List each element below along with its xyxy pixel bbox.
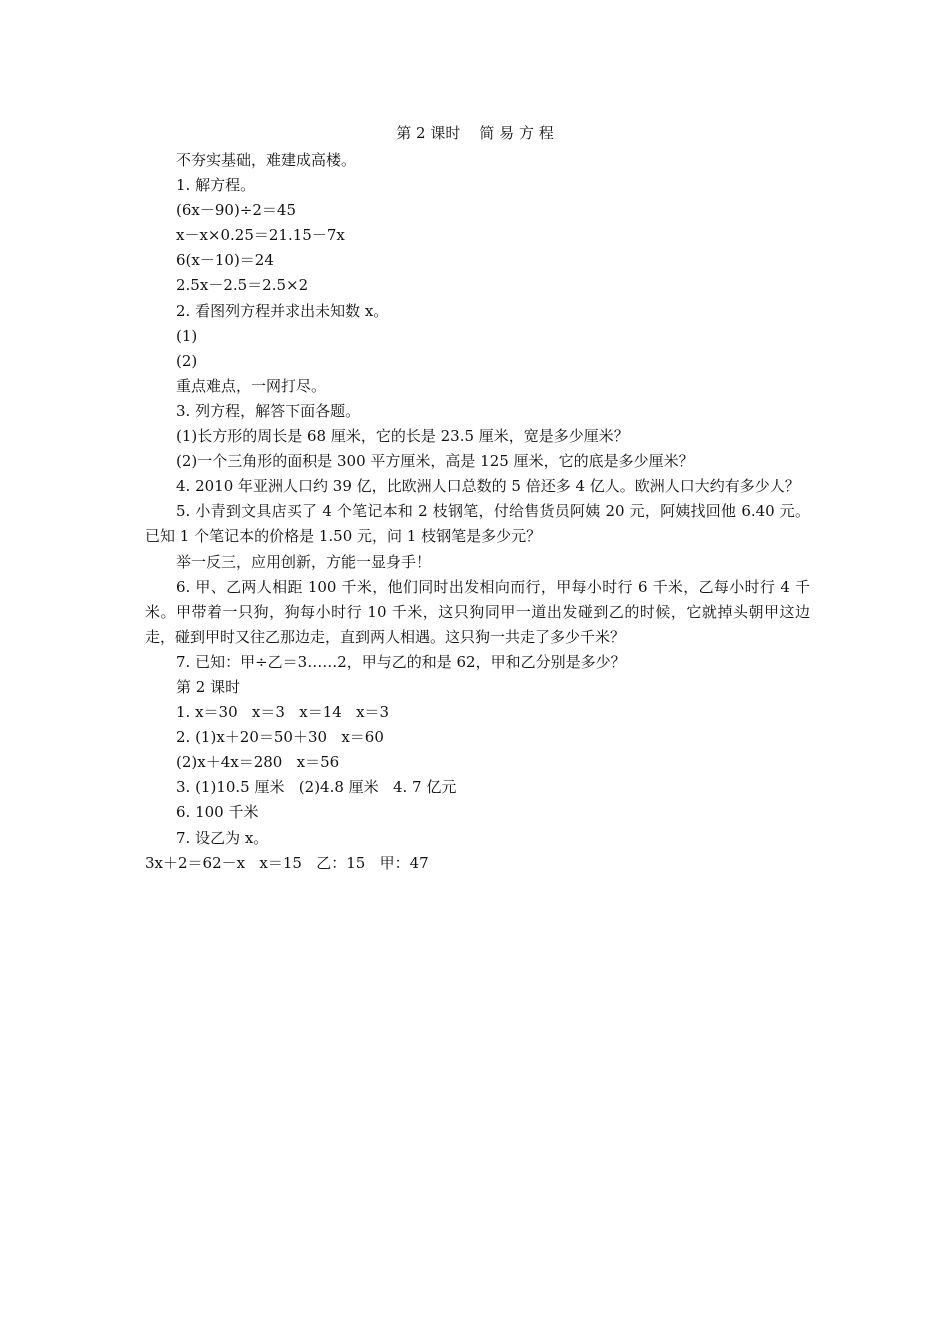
text-line: (2) — [176, 351, 198, 370]
page-title: 第 2 课时 简 易 方 程 — [396, 124, 554, 142]
answer-line: 7. 设乙为 x。 — [176, 828, 269, 847]
equation-line: x－x×0.25＝21.15－7x — [176, 226, 345, 245]
text-line: (1)长方形的周长是 68 厘米，它的长是 23.5 厘米，宽是多少厘米？ — [176, 427, 629, 446]
answer-heading: 第 2 课时 — [176, 677, 241, 696]
equation-line: 6(x－10)＝24 — [176, 251, 274, 270]
text-line: 7. 已知：甲÷乙＝3……2，甲与乙的和是 62，甲和乙分别是多少？ — [176, 652, 626, 671]
problem-paragraph: 4. 2010 年亚洲人口约 39 亿，比欧洲人口总数的 5 倍还多 4 亿人。欧洲人口大约有多少人？ — [176, 477, 800, 496]
answer-line: 2. (1)x＋20＝50＋30 x＝60 — [176, 728, 384, 747]
document-body — [145, 148, 810, 876]
text-line: 1. 解方程。 — [176, 176, 256, 195]
answer-line: 3. (1)10.5 厘米 (2)4.8 厘米 4. 7 亿元 — [176, 778, 457, 797]
answer-line: (2)x＋4x＝280 x＝56 — [176, 753, 340, 772]
answer-line: 3x＋2＝62－x x＝15 乙：15 甲：47 — [145, 853, 429, 872]
equation-line: 2.5x－2.5＝2.5×2 — [176, 276, 309, 295]
text-line: 3. 列方程，解答下面各题。 — [176, 401, 361, 420]
equation-line: (6x－90)÷2＝45 — [176, 201, 296, 220]
answer-line: 1. x＝30 x＝3 x＝14 x＝3 — [176, 703, 390, 722]
text-line: (1) — [176, 326, 198, 345]
problem-paragraph: 5. 小青到文具店买了 4 个笔记本和 2 枝钢笔，付给售货员阿姨 20 元，阿姨找回他 6.40 元。已知 1 个笔记本的价格是 1.50 元，问 1 枝钢笔是多少元？ — [145, 502, 810, 546]
answer-line: 6. 100 千米 — [176, 803, 259, 822]
text-line: (2)一个三角形的面积是 300 平方厘米，高是 125 厘米，它的底是多少厘米？ — [176, 452, 694, 471]
text-line: 2. 看图列方程并求出未知数 x。 — [176, 301, 389, 320]
text-line: 不夯实基础，难建成高楼。 — [176, 151, 357, 169]
section-heading: 举一反三，应用创新，方能一显身手！ — [176, 552, 432, 571]
problem-paragraph: 6. 甲、乙两人相距 100 千米，他们同时出发相向而行，甲每小时行 6 千米，乙每小时行 4 千米。甲带着一只狗，狗每小时行 10 千米，这只狗同甲一道出发碰到乙的时候，它就掉头朝甲这边走，碰到甲时又往乙那边走，直到两人相遇。这只狗一共走了多少千米？ — [145, 577, 810, 646]
section-heading: 重点难点，一网打尽。 — [176, 376, 327, 395]
